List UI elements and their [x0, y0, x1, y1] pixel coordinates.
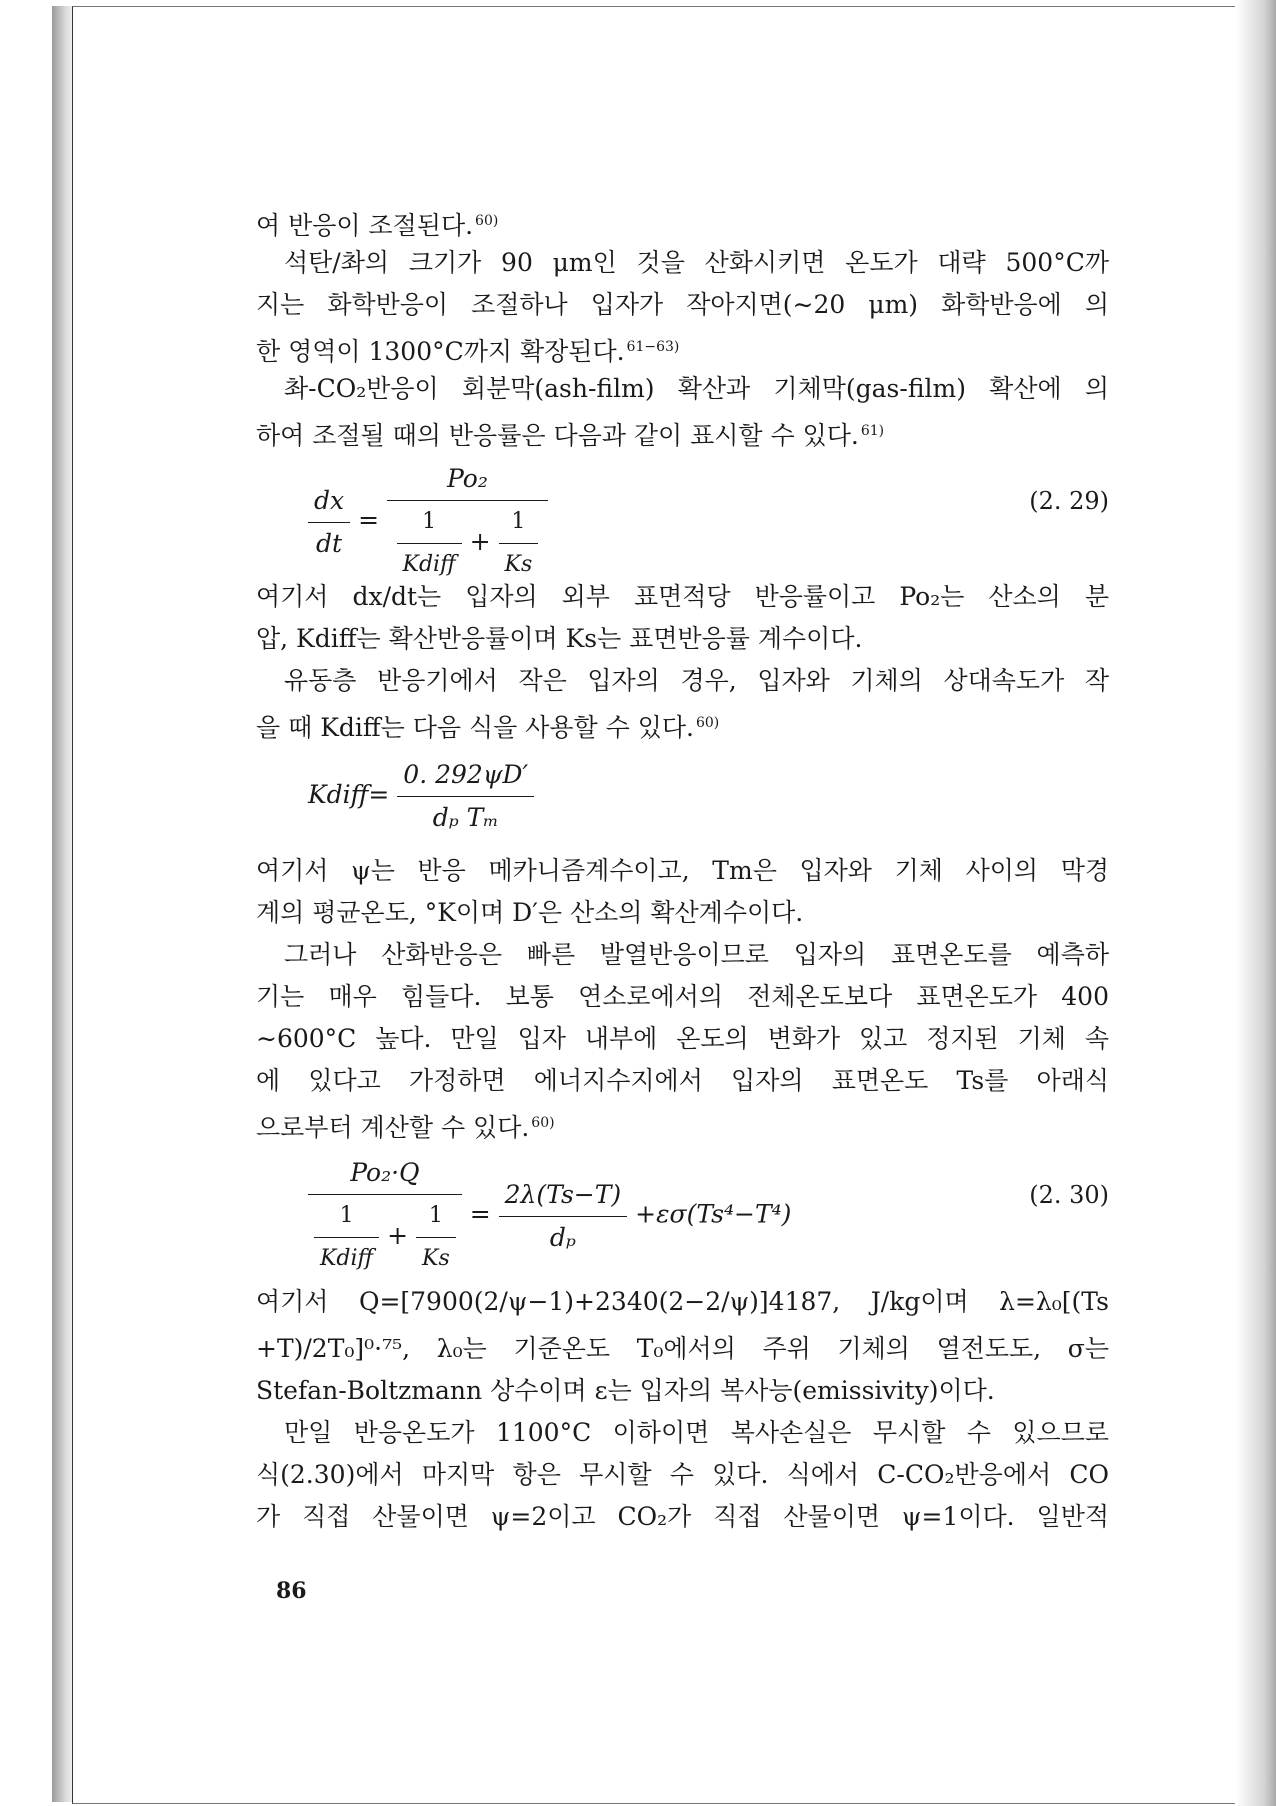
- text-line: 여기서 dx/dt는 입자의 외부 표면적당 반응률이고 Po₂는 산소의 분: [256, 582, 1109, 611]
- page-number: 86: [276, 1578, 307, 1604]
- page-stack-left-edge: [52, 6, 74, 1802]
- text-line: 촤-CO₂반응이 회분막(ash-film) 확산과 기체막(gas-film) 확산에 의: [284, 374, 1109, 403]
- text-line: 가 직접 산물이면 ψ=2이고 CO₂가 직접 산물이면 ψ=1이다. 일반적: [256, 1502, 1109, 1531]
- text-line: 지는 화학반응이 조절하나 입자가 작아지면(∼20 μm) 화학반응에 의: [256, 290, 1109, 319]
- text-line: 에 있다고 가정하면 에너지수지에서 입자의 표면온도 Ts를 아래식: [256, 1066, 1109, 1095]
- text-line: 압, Kdiff는 확산반응률이며 Ks는 표면반응률 계수이다.: [256, 624, 863, 653]
- citation-ref: 60): [531, 1115, 555, 1131]
- text-line: 으로부터 계산할 수 있다. $^{60)}$: [256, 1113, 555, 1142]
- text-line: Stefan-Boltzmann 상수이며 ε는 입자의 복사능(emissivity)이다.: [256, 1376, 995, 1405]
- text-line: 기는 매우 힘들다. 보통 연소로에서의 전체온도보다 표면온도가 400: [256, 982, 1109, 1011]
- eq230-lhs: Po₂·Q $\frac{1}{\text{Kdiff}}$ + $\frac{1}{Ks}$: [308, 1152, 462, 1280]
- text-line: 석탄/촤의 크기가 90 μm인 것을 산화시키면 온도가 대략 500°C까: [284, 248, 1109, 277]
- text-line: 계의 평균온도, °K이며 D′은 산소의 확산계수이다.: [256, 898, 804, 927]
- text-line: 여기서 ψ는 반응 메카니즘계수이고, Tm은 입자와 기체 사이의 막경: [256, 856, 1109, 885]
- text-line: 여 반응이 조절된다. $^{60)}$: [256, 211, 499, 240]
- eq230-rhs: $\frac{2\lambda(Ts-T)}{\text{dₚ}}$: [499, 1174, 628, 1259]
- text-line: 하여 조절될 때의 반응률은 다음과 같이 표시할 수 있다. $^{61)}$: [256, 421, 885, 450]
- equation-number: (2. 29): [1029, 487, 1109, 515]
- page-body: [256, 200, 1109, 1538]
- eq229-lhs: $\frac{dx}{dt}$: [308, 480, 350, 565]
- text-line: 을 때 Kdiff는 다음 식을 사용할 수 있다. $^{60)}$: [256, 713, 720, 742]
- citation-ref: 61−63): [626, 339, 680, 355]
- equation-2-30: Po₂·Q $\frac{1}{\text{Kdiff}}$ + $\frac{1}{Ks}$ = $\frac{2\lambda(Ts-T)}{\text{dₚ}}$ +εσ(Ts⁴−T⁴) (2. 30): [256, 1144, 1109, 1276]
- citation-ref: 60): [475, 213, 499, 229]
- text-line: 여기서 Q=[7900(2/ψ−1)+2340(2−2/ψ)]4187, J/kg이며 λ=λ₀[(Ts: [256, 1287, 1109, 1316]
- text-line: 식(2.30)에서 마지막 항은 무시할 수 있다. 식에서 C-CO₂반응에서 CO: [256, 1460, 1109, 1489]
- eq229-rhs: Po₂ $\frac{1}{\text{Kdiff}}$ + $\frac{1}{Ks}$: [387, 458, 548, 586]
- citation-ref: 60): [695, 715, 720, 731]
- text-line: 한 영역이 1300°C까지 확장된다. $^{61-63)}$: [256, 337, 680, 366]
- text-line: 유동층 반응기에서 작은 입자의 경우, 입자와 기체의 상대속도가 작: [284, 666, 1109, 695]
- text-line: 그러나 산화반응은 빠른 발열반응이므로 입자의 표면온도를 예측하: [284, 940, 1109, 969]
- equation-2-29: $\frac{dx}{dt}$ = Po₂ $\frac{1}{\text{Kdiff}}$ + $\frac{1}{Ks}$ (2. 29): [256, 452, 1109, 576]
- page-curl-right-edge: [1236, 0, 1276, 1806]
- equation-kdiff: Kdiff= $\frac{0. 292\psi D'}{\text{dₚ Tₘ}}$: [256, 744, 1109, 850]
- text-line: ∼600°C 높다. 만일 입자 내부에 온도의 변화가 있고 정지된 기체 속: [256, 1024, 1109, 1053]
- text-line: 만일 반응온도가 1100°C 이하이면 복사손실은 무시할 수 있으므로: [284, 1418, 1109, 1447]
- citation-ref: 61): [860, 423, 885, 439]
- text-line: +T)/2T₀]⁰·⁷⁵, λ₀는 기준온도 T₀에서의 주위 기체의 열전도도, σ는: [256, 1334, 1109, 1363]
- equation-number: (2. 30): [1029, 1181, 1109, 1209]
